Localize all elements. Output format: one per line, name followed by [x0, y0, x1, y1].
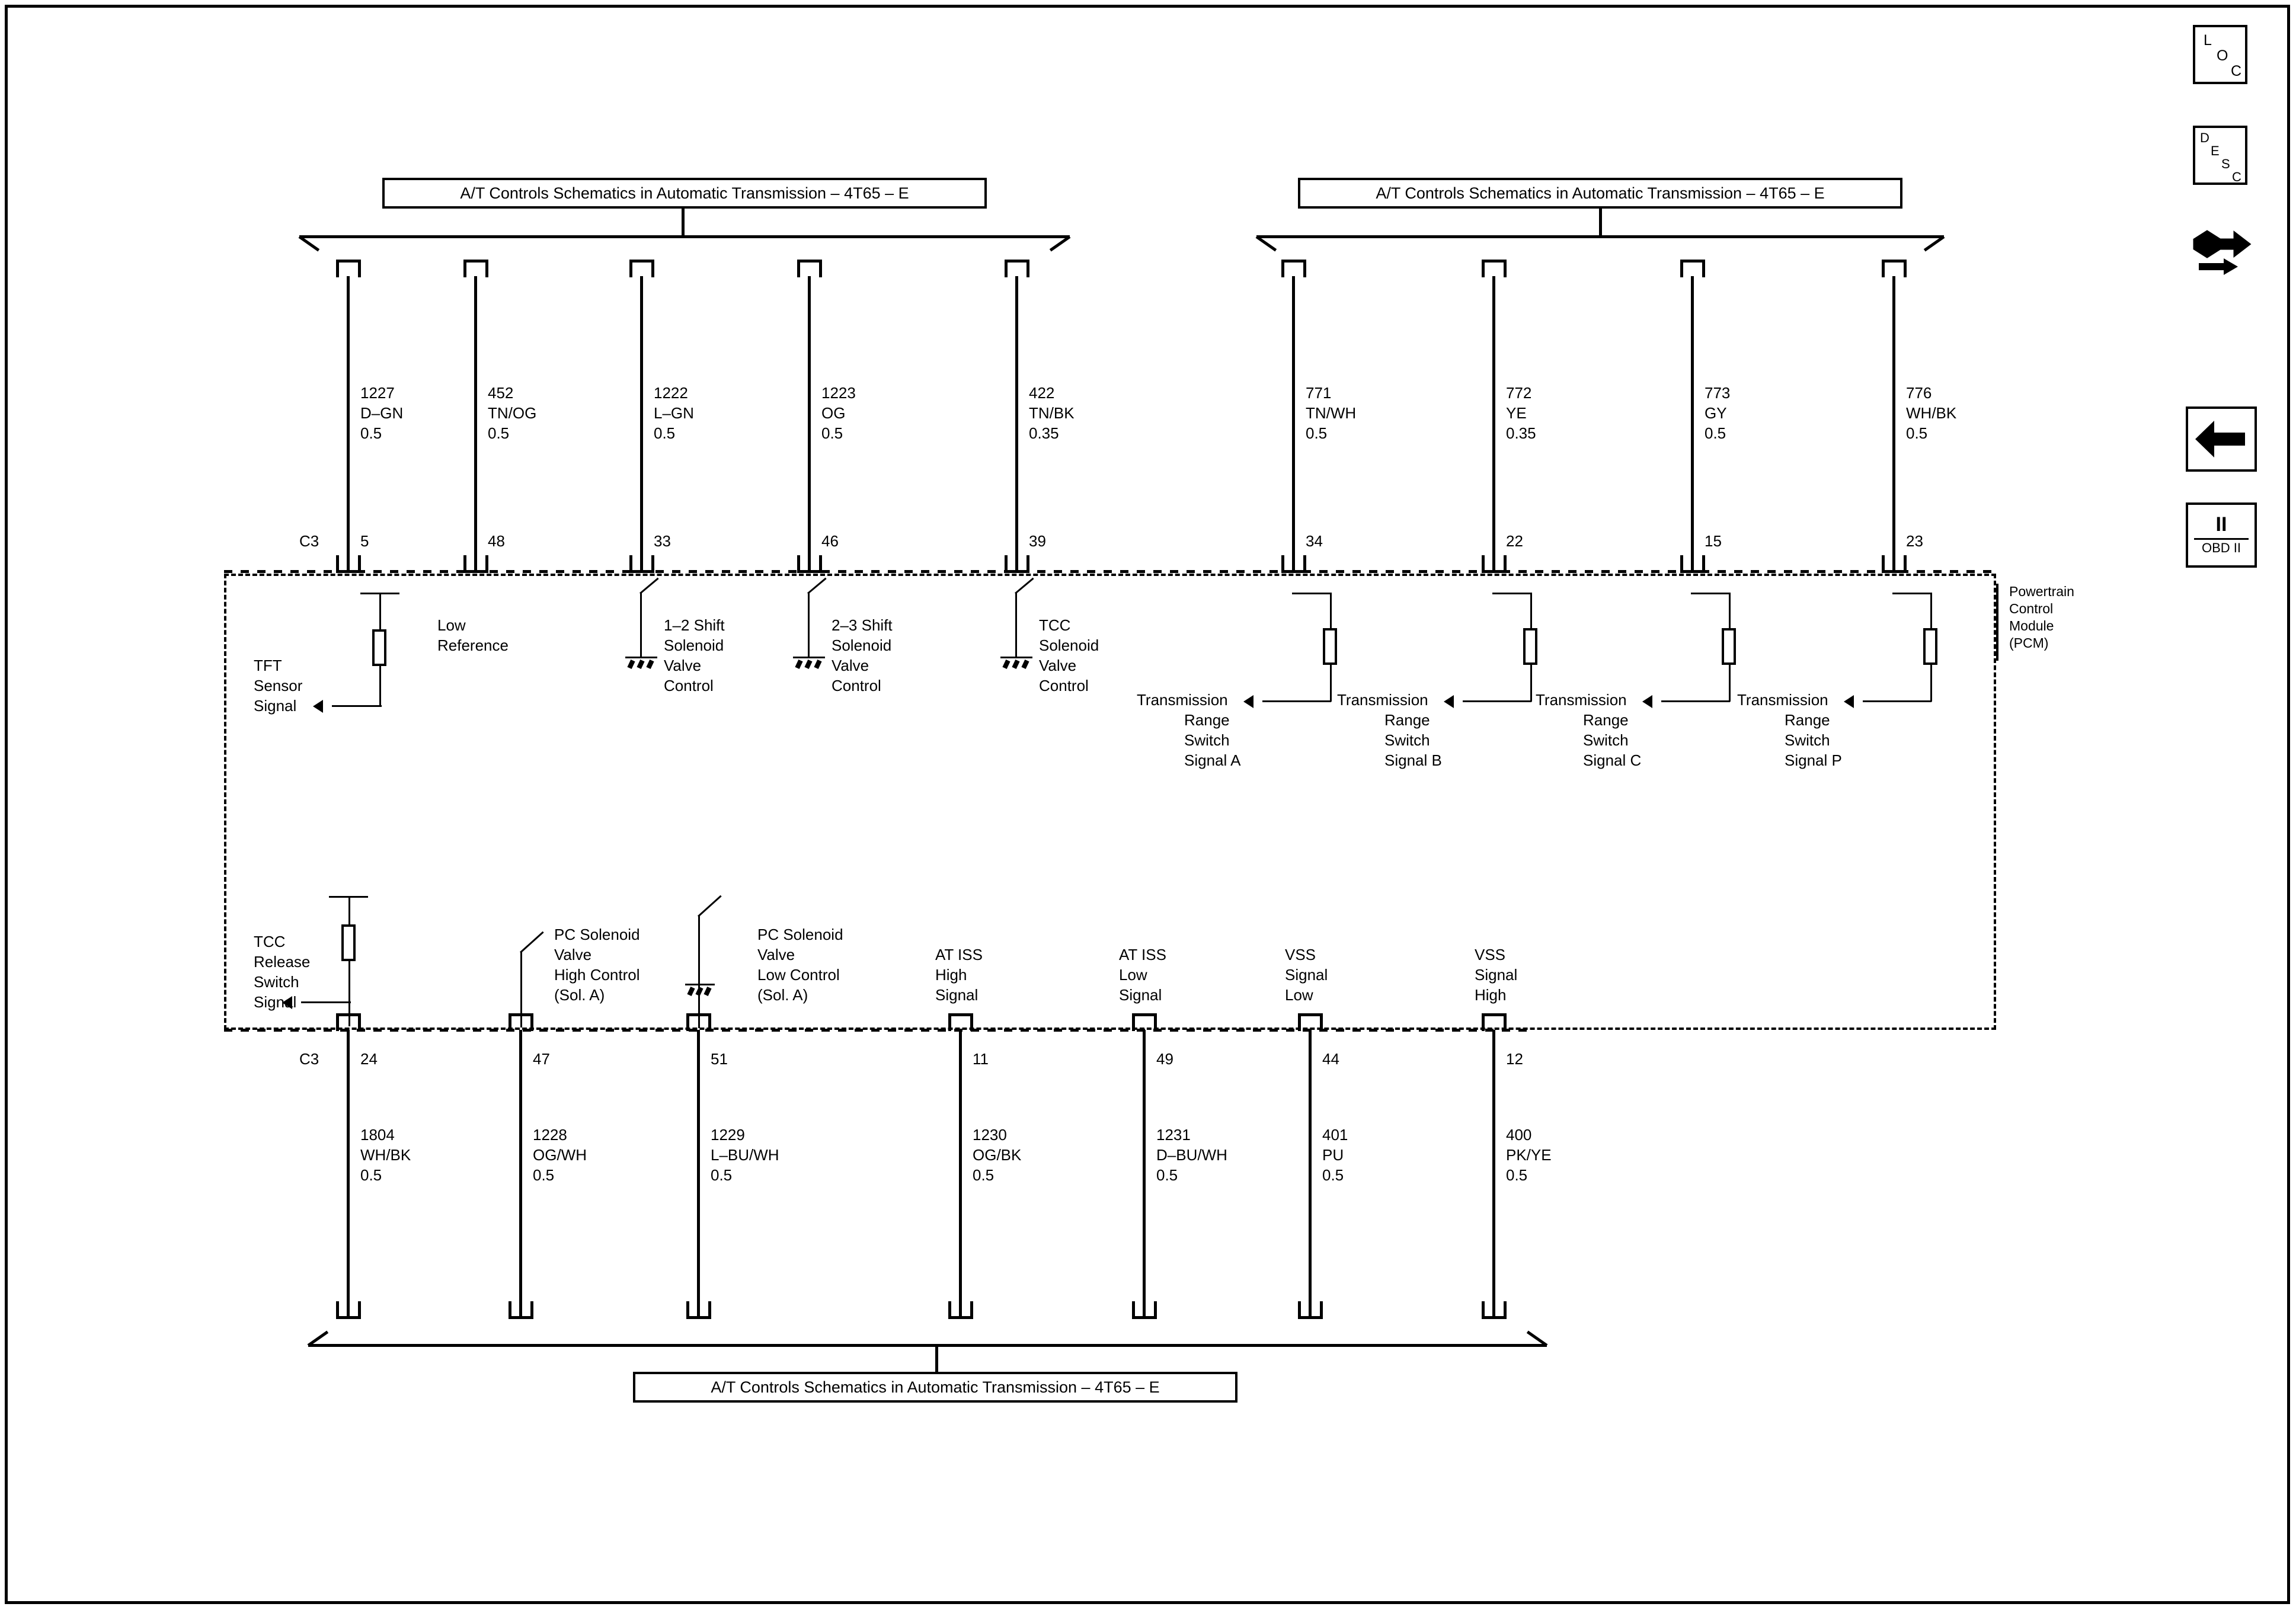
- circuit-color-772: YE: [1506, 404, 1527, 422]
- wire-1231: [1143, 1030, 1146, 1319]
- terminal-top-776: [1882, 260, 1907, 277]
- title-box-top-right: A/T Controls Schematics in Automatic Transmission – 4T65 – E: [1298, 178, 1902, 209]
- pin-number-12: 12: [1506, 1050, 1523, 1068]
- splice-icon[interactable]: [2187, 219, 2258, 284]
- pin-number-34: 34: [1306, 532, 1323, 550]
- terminal-bottom-400: [1482, 1301, 1507, 1319]
- pin-number-48: 48: [488, 532, 505, 550]
- pcm-pin-row-lower: [224, 1029, 1528, 1032]
- label-tft-line3: Signal: [254, 697, 297, 715]
- label-at-iss-low-line2: Low: [1119, 966, 1147, 984]
- tft-signal-lead: [332, 705, 382, 707]
- label-tft-line1: TFT: [254, 657, 282, 674]
- circuit-number-772: 772: [1506, 384, 1532, 402]
- label-trs-c-line1: Transmission: [1536, 691, 1627, 709]
- label-at-iss-low-line1: AT ISS: [1119, 946, 1166, 964]
- label-trs-a-line2: Range: [1184, 711, 1230, 729]
- label-shift23-line4: Control: [832, 677, 881, 694]
- pc-low-lead: [698, 916, 700, 1028]
- desc-letter-c: C: [2232, 169, 2241, 184]
- trs-a-lead-bottom: [1330, 665, 1332, 702]
- trs-b-lead-bottom: [1530, 665, 1532, 702]
- trs-a-resistor: [1323, 628, 1337, 665]
- trs-p-stem: [1930, 593, 1932, 628]
- obd-divider: [2194, 538, 2249, 540]
- trs-p-lead-bottom: [1930, 665, 1932, 702]
- wire-452: [474, 276, 477, 572]
- circuit-gauge-1231: 0.5: [1156, 1166, 1178, 1184]
- wire-1223: [808, 276, 811, 572]
- pcm-pin-cup-11: [948, 1013, 973, 1031]
- trs-c-lead-bottom: [1729, 665, 1731, 702]
- pin-number-44: 44: [1322, 1050, 1339, 1068]
- bracket-top-right-stem: [1599, 209, 1602, 236]
- label-pc-high-line2: Valve: [554, 946, 592, 964]
- wire-1222: [640, 276, 643, 572]
- trs-a-stem: [1330, 593, 1332, 628]
- terminal-bottom-1230: [948, 1301, 973, 1319]
- circuit-color-771: TN/WH: [1306, 404, 1357, 422]
- trs-a-signal-lead: [1262, 700, 1331, 702]
- terminal-top-771: [1281, 260, 1306, 277]
- label-vss-high-line2: Signal: [1475, 966, 1518, 984]
- label-tcc-line4: Control: [1039, 677, 1089, 694]
- circuit-gauge-773: 0.5: [1705, 424, 1726, 442]
- label-at-iss-low-line3: Signal: [1119, 986, 1162, 1004]
- desc-letter-d: D: [2200, 130, 2209, 145]
- pin-number-5: 5: [360, 532, 369, 550]
- circuit-color-1229: L–BU/WH: [711, 1146, 779, 1164]
- circuit-gauge-1804: 0.5: [360, 1166, 382, 1184]
- pin-number-11: 11: [973, 1050, 989, 1068]
- terminal-top-1222: [629, 260, 654, 277]
- label-at-iss-high-line1: AT ISS: [935, 946, 983, 964]
- pin-number-51: 51: [711, 1050, 728, 1068]
- bracket-bottom-stem: [935, 1344, 938, 1374]
- label-vss-low-line2: Signal: [1285, 966, 1328, 984]
- circuit-color-1222: L–GN: [654, 404, 694, 422]
- wire-401: [1309, 1030, 1312, 1319]
- tft-signal-arrow: [313, 700, 323, 713]
- trs-b-signal-lead: [1463, 700, 1531, 702]
- trs-b-resistor: [1523, 628, 1537, 665]
- label-trs-p-line2: Range: [1785, 711, 1830, 729]
- label-vss-low-line1: VSS: [1285, 946, 1316, 964]
- circuit-number-1223: 1223: [821, 384, 856, 402]
- label-trs-p-line4: Signal P: [1785, 751, 1842, 769]
- circuit-color-422: TN/BK: [1029, 404, 1075, 422]
- pcm-label-line3: Module: [2009, 618, 2054, 633]
- label-trs-b-line3: Switch: [1384, 731, 1430, 749]
- circuit-number-1230: 1230: [973, 1126, 1007, 1144]
- label-at-iss-high-line3: Signal: [935, 986, 978, 1004]
- circuit-gauge-776: 0.5: [1906, 424, 1928, 442]
- circuit-number-1227: 1227: [360, 384, 395, 402]
- label-at-iss-high-line2: High: [935, 966, 967, 984]
- circuit-number-452: 452: [488, 384, 514, 402]
- obd-button[interactable]: [2186, 502, 2257, 568]
- wire-773: [1691, 276, 1694, 572]
- pcm-pin-cup-12: [1482, 1013, 1507, 1031]
- label-tcc-release-line3: Switch: [254, 973, 299, 991]
- pcm-pin-cup-33: [629, 555, 654, 573]
- wire-1804: [347, 1030, 350, 1319]
- circuit-number-1231: 1231: [1156, 1126, 1191, 1144]
- terminal-bottom-401: [1298, 1301, 1323, 1319]
- pcm-pin-cup-39: [1005, 555, 1029, 573]
- label-shift23-line3: Valve: [832, 657, 869, 674]
- loc-letter-c: C: [2231, 63, 2242, 79]
- trs-p-branch-top: [1892, 593, 1932, 594]
- circuit-gauge-401: 0.5: [1322, 1166, 1344, 1184]
- loc-button[interactable]: [2193, 25, 2247, 84]
- circuit-color-1230: OG/BK: [973, 1146, 1022, 1164]
- tcc-release-stem: [348, 896, 350, 924]
- label-trs-b-line1: Transmission: [1337, 691, 1428, 709]
- circuit-number-1804: 1804: [360, 1126, 395, 1144]
- circuit-gauge-422: 0.35: [1029, 424, 1059, 442]
- label-trs-c-line4: Signal C: [1583, 751, 1642, 769]
- terminal-bottom-1231: [1132, 1301, 1157, 1319]
- tft-branch-stem: [379, 593, 381, 613]
- wire-1229: [697, 1030, 700, 1319]
- tft-branch-top: [360, 593, 399, 594]
- desc-letter-e: E: [2211, 143, 2220, 158]
- label-tcc-line3: Valve: [1039, 657, 1077, 674]
- trs-p-signal-lead: [1863, 700, 1932, 702]
- circuit-color-452: TN/OG: [488, 404, 537, 422]
- pcm-pin-cup-51: [686, 1013, 711, 1031]
- label-pc-low-line4: (Sol. A): [757, 986, 808, 1004]
- label-shift23-line2: Solenoid: [832, 636, 892, 654]
- circuit-number-1228: 1228: [533, 1126, 567, 1144]
- tcc-lead: [1015, 593, 1017, 658]
- desc-letter-s: S: [2221, 156, 2230, 171]
- terminal-bottom-1229: [686, 1301, 711, 1319]
- back-arrow-button[interactable]: [2186, 406, 2257, 472]
- wire-1227: [347, 276, 350, 572]
- circuit-color-1804: WH/BK: [360, 1146, 411, 1164]
- trs-a-branch-top: [1292, 593, 1331, 594]
- circuit-color-776: WH/BK: [1906, 404, 1957, 422]
- circuit-color-1223: OG: [821, 404, 846, 422]
- label-vss-high-line3: High: [1475, 986, 1507, 1004]
- circuit-gauge-1229: 0.5: [711, 1166, 733, 1184]
- pin-number-22: 22: [1506, 532, 1523, 550]
- pcm-pin-row-upper: [224, 570, 1996, 573]
- back-arrow-icon: [2188, 409, 2255, 469]
- circuit-gauge-400: 0.5: [1506, 1166, 1528, 1184]
- terminal-top-1223: [797, 260, 822, 277]
- circuit-number-400: 400: [1506, 1126, 1532, 1144]
- wire-771: [1292, 276, 1295, 572]
- label-trs-c-line3: Switch: [1583, 731, 1629, 749]
- pcm-label-line4: (PCM): [2009, 635, 2049, 651]
- label-pc-high-line4: (Sol. A): [554, 986, 605, 1004]
- trs-p-resistor: [1923, 628, 1937, 665]
- circuit-number-1229: 1229: [711, 1126, 745, 1144]
- pin-number-47: 47: [533, 1050, 550, 1068]
- pcm-pin-cup-47: [509, 1013, 533, 1031]
- desc-button[interactable]: [2193, 126, 2247, 185]
- label-tcc-release-line2: Release: [254, 953, 311, 971]
- pcm-pin-cup-23: [1882, 555, 1907, 573]
- title-box-bottom: A/T Controls Schematics in Automatic Transmission – 4T65 – E: [633, 1372, 1237, 1403]
- connector-label-c3-upper: C3: [299, 532, 319, 550]
- circuit-gauge-772: 0.35: [1506, 424, 1536, 442]
- loc-letter-o: O: [2217, 47, 2228, 64]
- pin-number-15: 15: [1705, 532, 1722, 550]
- circuit-number-771: 771: [1306, 384, 1332, 402]
- circuit-number-773: 773: [1705, 384, 1731, 402]
- trs-c-branch-top: [1691, 593, 1730, 594]
- label-trs-b-line4: Signal B: [1384, 751, 1442, 769]
- label-trs-a-line1: Transmission: [1137, 691, 1228, 709]
- pcm-bracket: [1996, 584, 1998, 661]
- circuit-number-776: 776: [1906, 384, 1932, 402]
- circuit-color-1231: D–BU/WH: [1156, 1146, 1227, 1164]
- circuit-gauge-771: 0.5: [1306, 424, 1328, 442]
- label-tft-line2: Sensor: [254, 677, 303, 694]
- bracket-bottom-span: [308, 1344, 1547, 1347]
- trs-c-signal-lead: [1661, 700, 1730, 702]
- circuit-gauge-1222: 0.5: [654, 424, 676, 442]
- trs-p-signal-arrow: [1844, 695, 1854, 708]
- loc-letter-l: L: [2204, 32, 2212, 49]
- label-tcc-line1: TCC: [1039, 616, 1071, 634]
- wire-1228: [519, 1030, 522, 1319]
- pcm-pin-cup-48: [463, 555, 488, 573]
- pcm-pin-cup-5: [336, 555, 361, 573]
- pcm-label-line1: Powertrain: [2009, 584, 2074, 599]
- label-shift12-line4: Control: [664, 677, 714, 694]
- circuit-color-773: GY: [1705, 404, 1727, 422]
- label-trs-c-line2: Range: [1583, 711, 1629, 729]
- shift12-lead: [640, 593, 642, 658]
- terminal-top-452: [463, 260, 488, 277]
- circuit-gauge-1223: 0.5: [821, 424, 843, 442]
- label-trs-p-line3: Switch: [1785, 731, 1830, 749]
- terminal-top-1227: [336, 260, 361, 277]
- connector-label-c3-lower: C3: [299, 1050, 319, 1068]
- bracket-top-left-span: [299, 235, 1070, 238]
- label-tcc-line2: Solenoid: [1039, 636, 1099, 654]
- trs-b-signal-arrow: [1444, 695, 1454, 708]
- pcm-pin-cup-46: [797, 555, 822, 573]
- trs-b-branch-top: [1492, 593, 1531, 594]
- circuit-color-400: PK/YE: [1506, 1146, 1552, 1164]
- label-shift12-line2: Solenoid: [664, 636, 724, 654]
- pcm-pin-cup-34: [1281, 555, 1306, 573]
- pcm-pin-cup-24: [336, 1013, 361, 1031]
- trs-a-signal-arrow: [1243, 695, 1253, 708]
- circuit-number-422: 422: [1029, 384, 1055, 402]
- label-low-reference-line1: Low: [437, 616, 466, 634]
- title-box-top-left: A/T Controls Schematics in Automatic Transmission – 4T65 – E: [382, 178, 987, 209]
- label-shift12-line3: Valve: [664, 657, 702, 674]
- bracket-top-left-stem: [682, 209, 685, 236]
- label-tcc-release-line1: TCC: [254, 933, 286, 950]
- terminal-top-772: [1482, 260, 1507, 277]
- circuit-color-401: PU: [1322, 1146, 1344, 1164]
- pcm-label-line2: Control: [2009, 601, 2054, 616]
- circuit-gauge-1228: 0.5: [533, 1166, 555, 1184]
- circuit-gauge-1227: 0.5: [360, 424, 382, 442]
- label-pc-high-line1: PC Solenoid: [554, 926, 640, 943]
- circuit-gauge-1230: 0.5: [973, 1166, 994, 1184]
- label-pc-high-line3: High Control: [554, 966, 640, 984]
- trs-c-stem: [1729, 593, 1731, 628]
- terminal-bottom-1804: [336, 1301, 361, 1319]
- label-vss-high-line1: VSS: [1475, 946, 1506, 964]
- tft-res-lead-top: [379, 613, 381, 630]
- obd-roman: II: [2215, 513, 2227, 536]
- shift23-lead: [808, 593, 810, 658]
- tcc-release-signal-lead: [301, 1001, 351, 1003]
- wire-776: [1892, 276, 1895, 572]
- pcm-pin-cup-49: [1132, 1013, 1157, 1031]
- pin-number-39: 39: [1029, 532, 1046, 550]
- pin-number-49: 49: [1156, 1050, 1173, 1068]
- label-pc-low-line2: Valve: [757, 946, 795, 964]
- label-pc-low-line3: Low Control: [757, 966, 840, 984]
- label-trs-a-line3: Switch: [1184, 731, 1230, 749]
- terminal-top-422: [1005, 260, 1029, 277]
- obd-label: OBD II: [2201, 540, 2241, 555]
- trs-c-resistor: [1722, 628, 1736, 665]
- pcm-pin-cup-22: [1482, 555, 1507, 573]
- wire-400: [1492, 1030, 1495, 1319]
- pin-number-46: 46: [821, 532, 839, 550]
- tft-res-lead-bottom: [379, 666, 381, 706]
- tcc-release-resistor: [341, 924, 356, 961]
- circuit-color-1228: OG/WH: [533, 1146, 587, 1164]
- circuit-number-401: 401: [1322, 1126, 1348, 1144]
- label-trs-a-line4: Signal A: [1184, 751, 1241, 769]
- circuit-gauge-452: 0.5: [488, 424, 510, 442]
- wire-1230: [959, 1030, 962, 1319]
- label-pc-low-line1: PC Solenoid: [757, 926, 843, 943]
- pcm-pin-cup-44: [1298, 1013, 1323, 1031]
- wire-422: [1015, 276, 1018, 572]
- tft-resistor: [372, 629, 386, 666]
- pin-number-33: 33: [654, 532, 671, 550]
- label-low-reference-line2: Reference: [437, 636, 509, 654]
- trs-b-stem: [1530, 593, 1532, 628]
- wire-772: [1492, 276, 1495, 572]
- circuit-color-1227: D–GN: [360, 404, 404, 422]
- label-trs-b-line2: Range: [1384, 711, 1430, 729]
- label-shift12-line1: 1–2 Shift: [664, 616, 725, 634]
- label-vss-low-line3: Low: [1285, 986, 1313, 1004]
- trs-c-signal-arrow: [1642, 695, 1652, 708]
- label-tcc-release-line4: Signal: [254, 993, 297, 1011]
- pin-number-23: 23: [1906, 532, 1923, 550]
- label-shift23-line1: 2–3 Shift: [832, 616, 893, 634]
- circuit-number-1222: 1222: [654, 384, 688, 402]
- pcm-pin-cup-15: [1680, 555, 1705, 573]
- label-trs-p-line1: Transmission: [1737, 691, 1828, 709]
- terminal-top-773: [1680, 260, 1705, 277]
- pin-number-24: 24: [360, 1050, 378, 1068]
- terminal-bottom-1228: [509, 1301, 533, 1319]
